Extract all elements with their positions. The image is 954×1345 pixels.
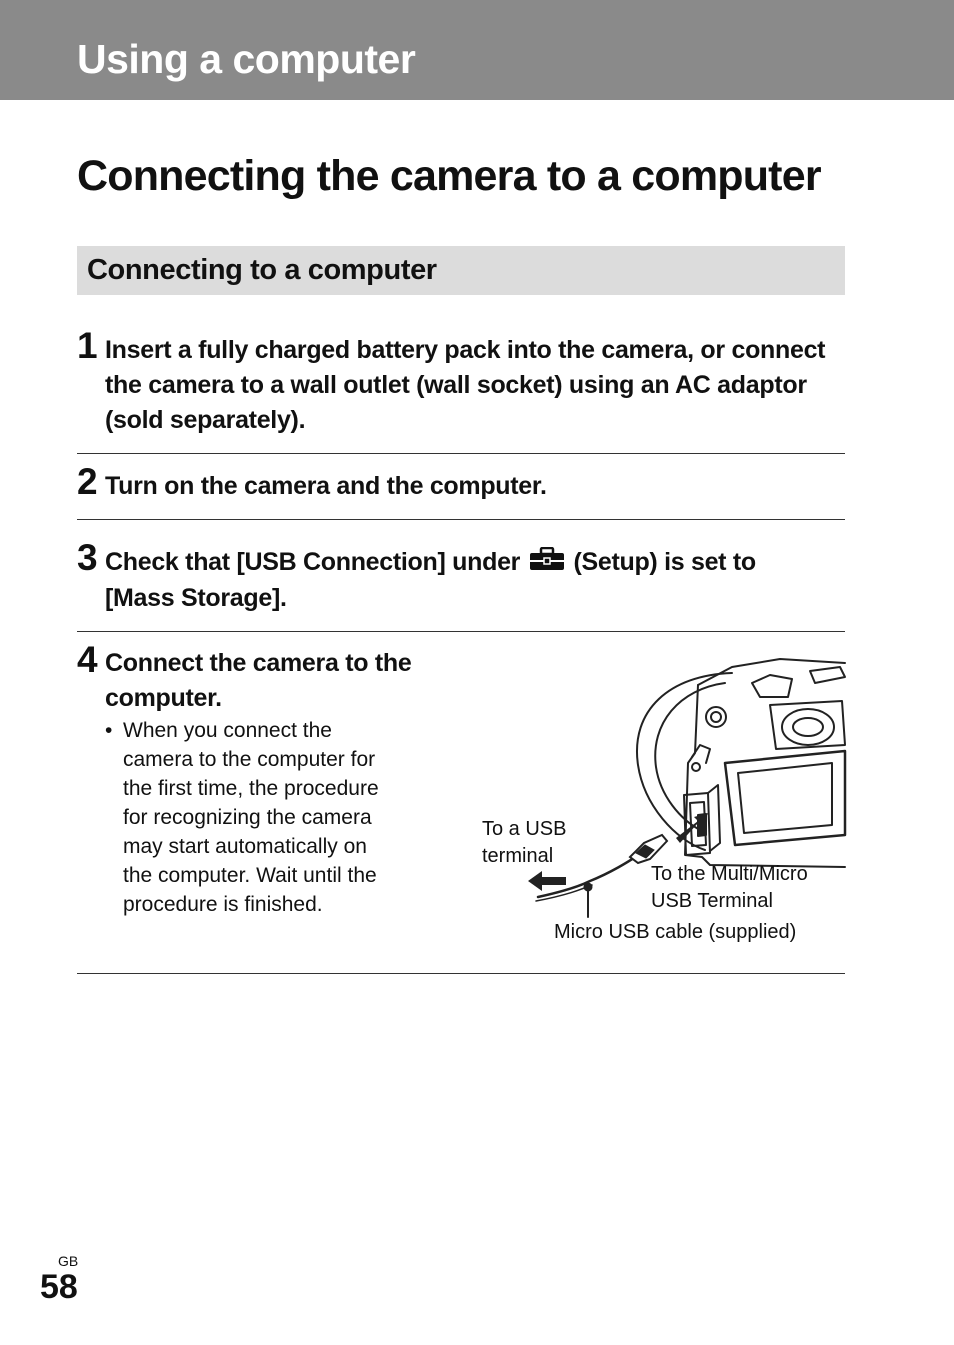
- step-3-line-1-end: (Setup) is set to: [573, 548, 756, 576]
- step-number-4: 4: [77, 639, 98, 680]
- step-3-line-1-start: Check that [USB Connection] under: [105, 548, 521, 576]
- label-usb-terminal-line: To a USB: [482, 818, 567, 840]
- label-multi-terminal-line: To the Multi/Micro: [651, 863, 808, 885]
- step-4-notes: [105, 716, 425, 919]
- note-line: for recognizing the camera: [123, 806, 372, 829]
- subheading: Connecting to a computer: [87, 254, 437, 286]
- divider: [77, 519, 845, 520]
- label-usb-terminal-line: terminal: [482, 845, 554, 867]
- page-title: Connecting the camera to a computer: [77, 152, 821, 200]
- region-code: GB: [58, 1253, 79, 1269]
- note-line: the computer. Wait until the: [123, 864, 377, 887]
- divider: [77, 631, 845, 632]
- step-number-2: 2: [77, 461, 98, 502]
- step-3-text: [105, 545, 845, 616]
- step-1-text: [105, 333, 845, 438]
- step-1-line-1: Insert a fully charged battery pack into the camera, or connect: [105, 336, 826, 364]
- step-4-text: [105, 646, 445, 716]
- note-bullet: [105, 716, 425, 919]
- note-line: may start automatically on: [123, 835, 367, 858]
- step-2-text: [105, 469, 547, 504]
- step-1-line-2: the camera to a wall outlet (wall socket) using an AC adaptor: [105, 371, 807, 399]
- label-cable: Micro USB cable (supplied): [554, 921, 797, 943]
- divider: [77, 453, 845, 454]
- note-line: the first time, the procedure: [123, 777, 379, 800]
- toolbox-icon: [529, 546, 565, 581]
- note-line: camera to the computer for: [123, 748, 376, 771]
- step-4-line-2: computer.: [105, 684, 222, 712]
- subheading-bar: [77, 246, 845, 295]
- divider: [77, 973, 845, 974]
- step-3-line-2: [Mass Storage].: [105, 583, 287, 612]
- label-multi-terminal-line: USB Terminal: [651, 890, 773, 912]
- label-multi-terminal: [651, 861, 808, 915]
- label-usb-terminal: [482, 816, 566, 870]
- note-line: procedure is finished.: [123, 893, 323, 916]
- step-1-line-3: (sold separately).: [105, 406, 306, 434]
- note-line: • When you connect the: [123, 719, 332, 742]
- step-number-3: 3: [77, 537, 98, 578]
- step-number-1: 1: [77, 325, 98, 366]
- step-4-line-1: Connect the camera to the: [105, 649, 412, 677]
- step-3-line-1: [105, 545, 845, 581]
- step-2-line-1: Turn on the camera and the computer.: [105, 472, 547, 500]
- page-number: 58: [40, 1268, 78, 1306]
- camera-connection-diagram: [470, 645, 850, 955]
- section-title: Using a computer: [77, 36, 416, 82]
